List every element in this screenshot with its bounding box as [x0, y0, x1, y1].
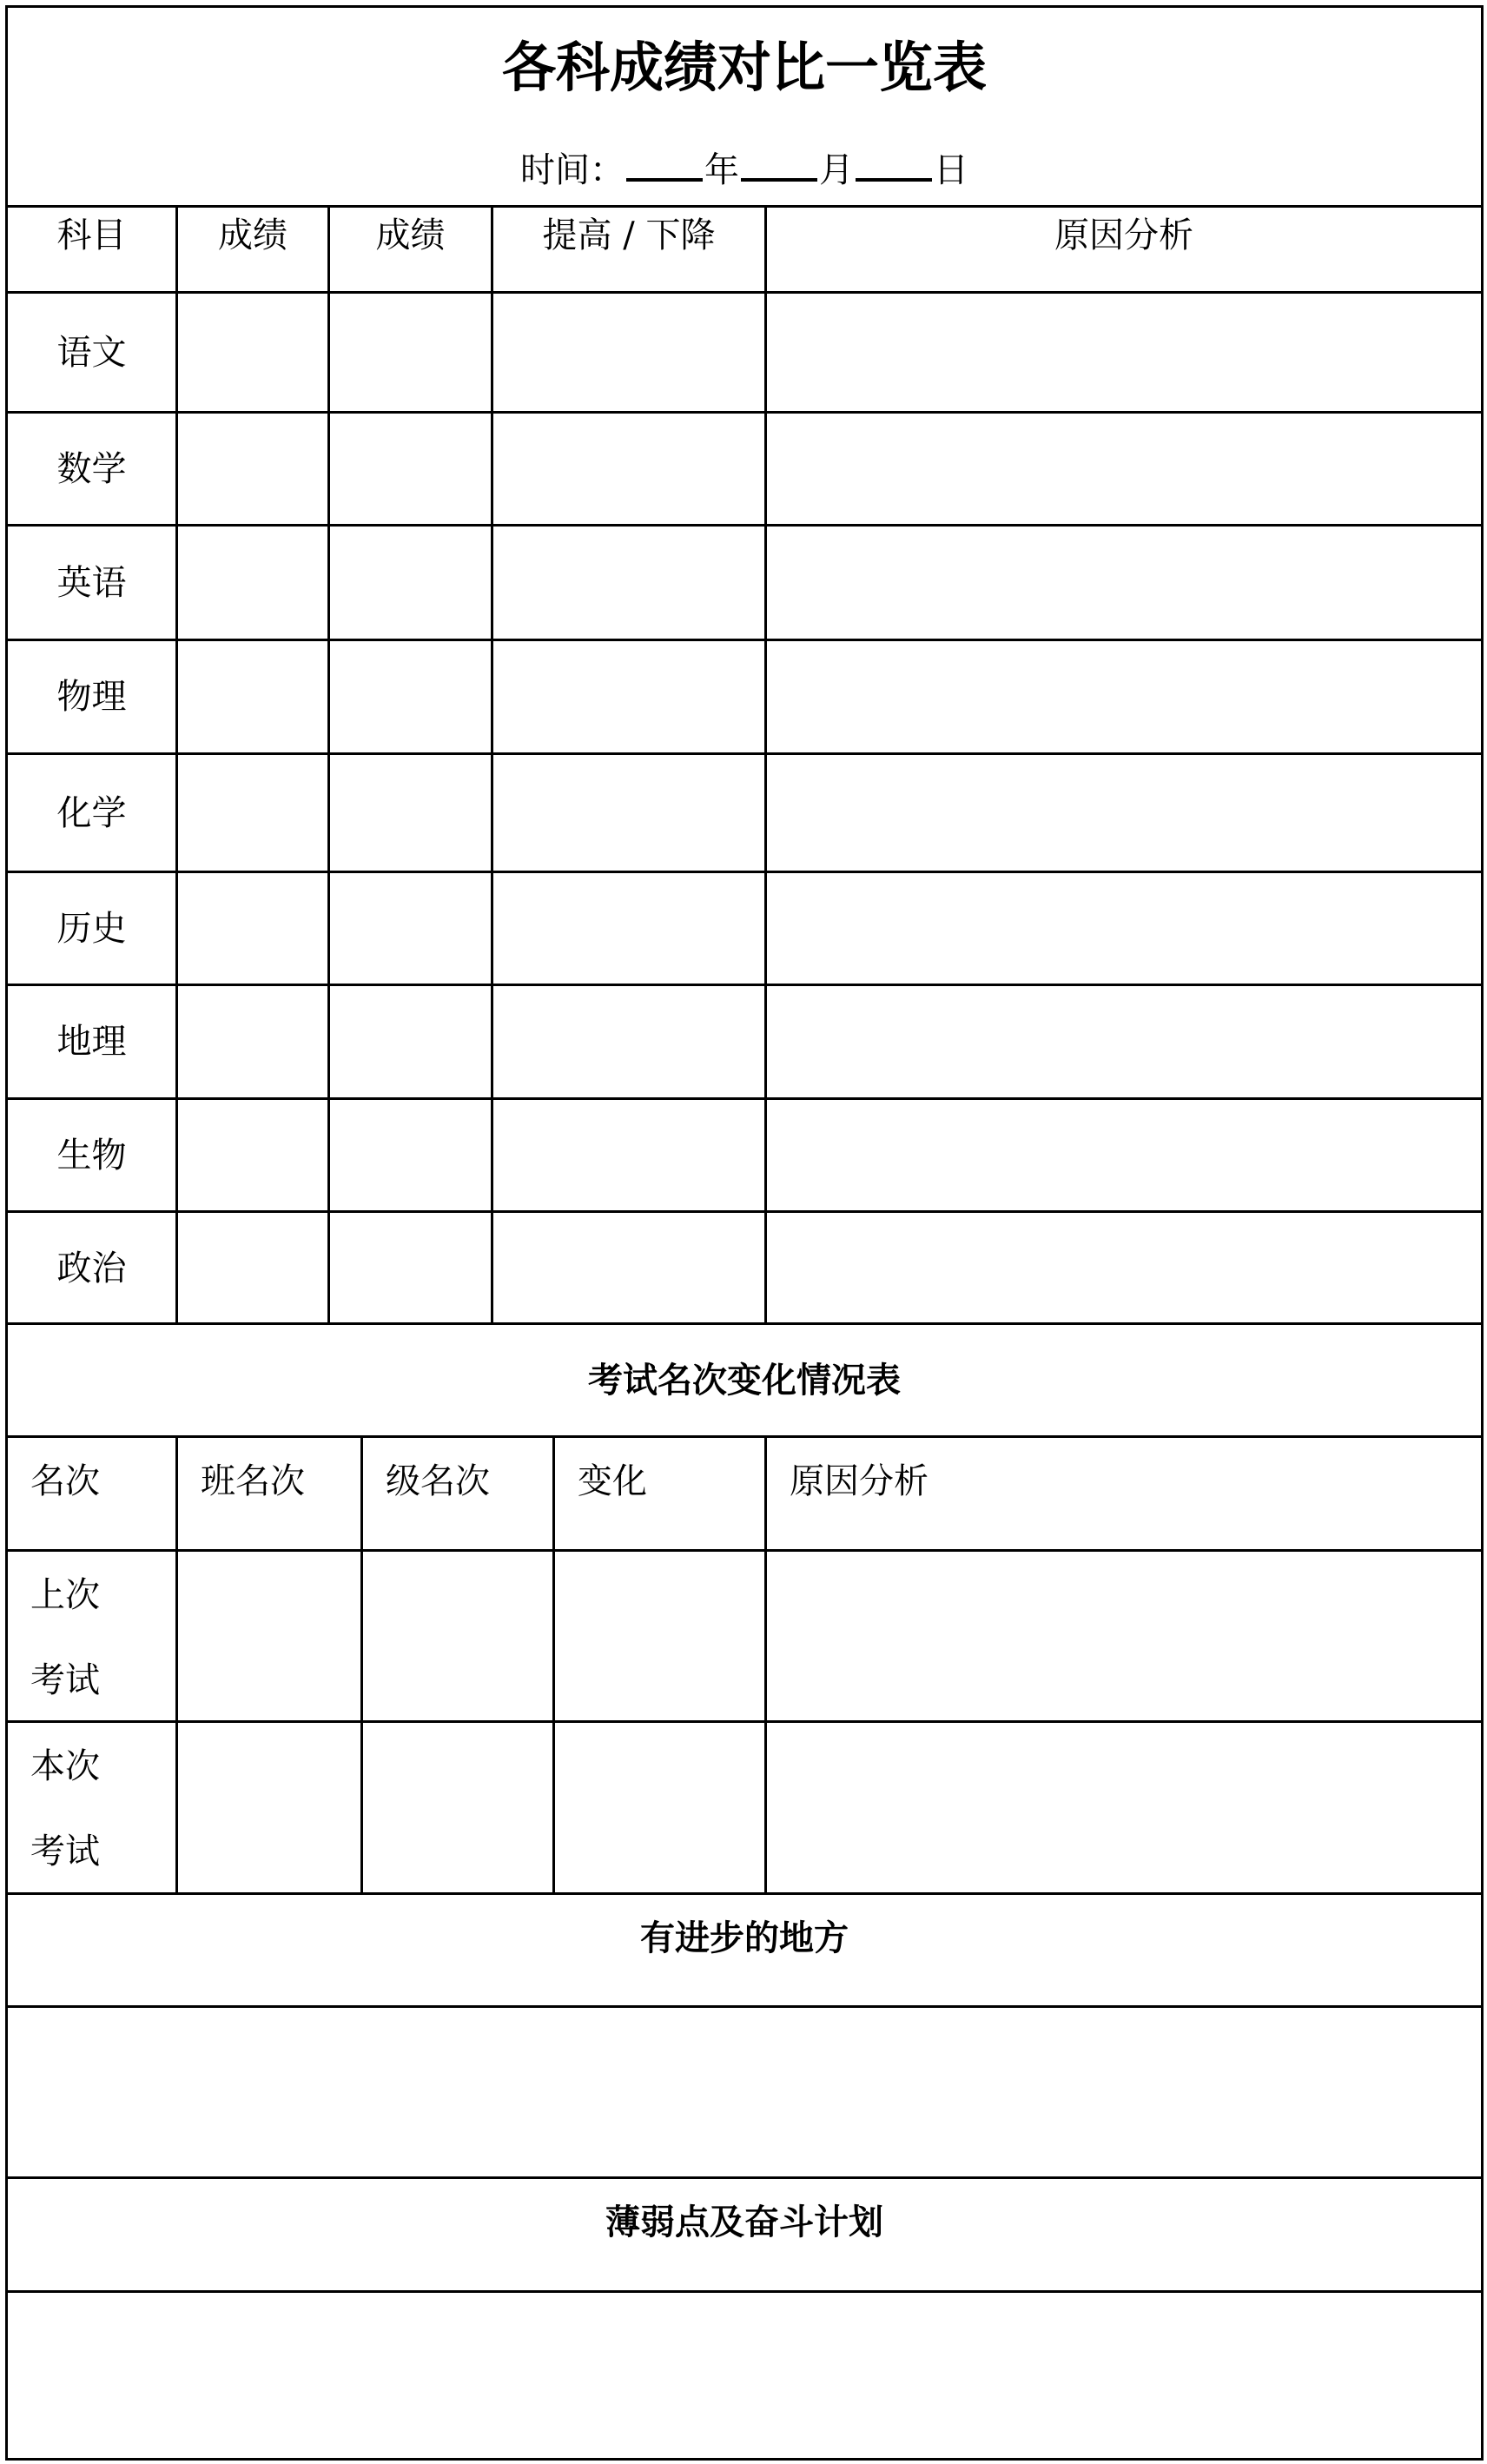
score-1-cell[interactable] [178, 641, 330, 752]
plan-section-title-row [8, 2179, 1481, 2293]
page-title: 各科成绩对比一览表 [501, 36, 987, 99]
change-cell[interactable] [493, 873, 767, 984]
class-rank-cell[interactable] [178, 1723, 363, 1892]
year-suffix: 年 [704, 150, 739, 190]
score-2-cell[interactable] [330, 873, 493, 984]
header-rank: 名次 [8, 1438, 178, 1549]
score-1-cell[interactable] [178, 1100, 330, 1210]
header-reason: 原因分析 [1054, 215, 1193, 255]
reason-cell[interactable] [767, 641, 1481, 752]
subject-cell: 政治 [8, 1213, 178, 1322]
change-cell[interactable] [493, 641, 767, 752]
year-blank[interactable] [626, 147, 703, 182]
reason-cell[interactable] [767, 986, 1481, 1097]
change-cell[interactable] [493, 986, 767, 1097]
table-row [8, 527, 1481, 641]
score-comparison-form [5, 5, 1484, 2461]
header-change: 提高 / 下降 [493, 208, 767, 291]
header-rank-change: 变化 [555, 1438, 767, 1549]
score-1-cell[interactable] [178, 414, 330, 524]
title-block [8, 8, 1481, 208]
subject-cell: 地理 [8, 986, 178, 1097]
rank-change-cell[interactable] [555, 1552, 767, 1720]
header-rank-reason: 原因分析 [790, 1461, 929, 1501]
score-1-cell[interactable] [178, 986, 330, 1097]
table-row [8, 1213, 1481, 1325]
header-subject: 科目 [8, 208, 178, 291]
progress-content-area[interactable] [8, 2008, 1481, 2179]
subject-cell: 英语 [8, 527, 178, 639]
table-row [8, 641, 1481, 755]
score-2-cell[interactable] [330, 1100, 493, 1210]
score-1-cell[interactable] [178, 1213, 330, 1322]
date-label: 时间： [520, 150, 625, 190]
reason-cell[interactable] [767, 527, 1481, 639]
score-2-cell[interactable] [330, 641, 493, 752]
class-rank-cell[interactable] [178, 1552, 363, 1720]
score-2-cell[interactable] [330, 527, 493, 639]
change-cell[interactable] [493, 294, 767, 411]
rank-change-cell[interactable] [555, 1723, 767, 1892]
reason-cell[interactable] [767, 294, 1481, 411]
month-suffix: 月 [819, 150, 854, 190]
reason-cell[interactable] [767, 1100, 1481, 1210]
ranking-section-title-row [8, 1325, 1481, 1438]
scores-header-row [8, 208, 1481, 294]
plan-section-title: 薄弱点及奋斗计划 [605, 2202, 883, 2242]
change-cell[interactable] [493, 414, 767, 524]
rank-reason-cell[interactable] [767, 1723, 1481, 1892]
subject-cell: 数学 [8, 414, 178, 524]
ranking-row-current [8, 1723, 1481, 1895]
header-score-2: 成绩 [330, 208, 493, 291]
grade-rank-cell[interactable] [363, 1552, 555, 1720]
reason-cell[interactable] [767, 414, 1481, 524]
change-cell[interactable] [493, 755, 767, 871]
progress-section-title: 有进步的地方 [640, 1918, 849, 1958]
table-row [8, 873, 1481, 986]
table-row [8, 294, 1481, 414]
reason-cell[interactable] [767, 1213, 1481, 1322]
progress-section-title-row [8, 1895, 1481, 2008]
month-blank[interactable] [741, 147, 817, 182]
subject-cell: 生物 [8, 1100, 178, 1210]
ranking-header-row [8, 1438, 1481, 1552]
rank-label-cell: 上次 考试 [8, 1552, 178, 1720]
score-1-cell[interactable] [178, 294, 330, 411]
header-grade-rank: 级名次 [363, 1438, 555, 1549]
reason-cell[interactable] [767, 755, 1481, 871]
day-blank[interactable] [856, 147, 932, 182]
rank-label-cell: 本次 考试 [8, 1723, 178, 1892]
table-row [8, 414, 1481, 527]
score-2-cell[interactable] [330, 755, 493, 871]
change-cell[interactable] [493, 1213, 767, 1322]
score-2-cell[interactable] [330, 986, 493, 1097]
subject-cell: 历史 [8, 873, 178, 984]
change-cell[interactable] [493, 1100, 767, 1210]
header-class-rank: 班名次 [178, 1438, 363, 1549]
grade-rank-cell[interactable] [363, 1723, 555, 1892]
subject-cell: 语文 [8, 294, 178, 411]
score-2-cell[interactable] [330, 1213, 493, 1322]
date-line [8, 147, 1481, 188]
table-row [8, 986, 1481, 1100]
reason-cell[interactable] [767, 873, 1481, 984]
table-row [8, 1100, 1481, 1213]
ranking-section-title: 考试名次变化情况表 [588, 1361, 901, 1401]
rank-reason-cell[interactable] [767, 1552, 1481, 1720]
score-2-cell[interactable] [330, 414, 493, 524]
subject-cell: 物理 [8, 641, 178, 752]
plan-content-area[interactable] [8, 2293, 1481, 2458]
table-row [8, 755, 1481, 873]
ranking-row-previous [8, 1552, 1481, 1723]
score-1-cell[interactable] [178, 527, 330, 639]
header-score-1: 成绩 [178, 208, 330, 291]
subject-cell: 化学 [8, 755, 178, 871]
score-1-cell[interactable] [178, 755, 330, 871]
change-cell[interactable] [493, 527, 767, 639]
score-1-cell[interactable] [178, 873, 330, 984]
score-2-cell[interactable] [330, 294, 493, 411]
day-suffix: 日 [934, 150, 968, 190]
